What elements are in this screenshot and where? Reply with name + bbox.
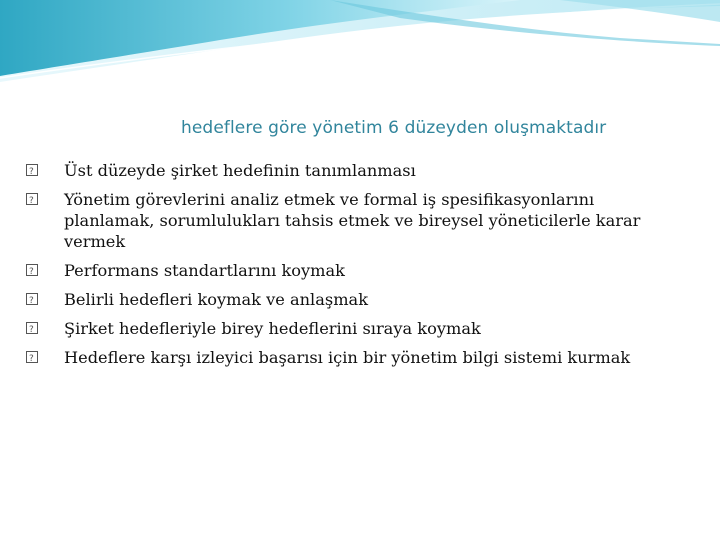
bullet-text: Hedeflere karşı izleyici başarısı için bir yönetim bilgi sistemi kurmak <box>64 348 631 367</box>
bullet-text: Üst düzeyde şirket hedefinin tanımlanması <box>64 161 416 180</box>
bullet-box-icon <box>26 293 38 305</box>
header-wave-decoration <box>0 0 720 90</box>
bullet-text: Şirket hedefleriyle birey hedeflerini sıraya koymak <box>64 319 481 338</box>
bullet-text: Belirli hedefleri koymak ve anlaşmak <box>64 290 368 309</box>
bullet-item <box>26 347 686 368</box>
bullet-box-icon <box>26 351 38 363</box>
bullet-text: Performans standartlarını koymak <box>64 261 345 280</box>
bullet-item <box>26 289 686 310</box>
bullet-list <box>26 160 686 376</box>
slide-subtitle: hedeflere göre yönetim 6 düzeyden oluşmaktadır <box>181 118 607 138</box>
bullet-item <box>26 260 686 281</box>
bullet-item <box>26 160 686 181</box>
bullet-box-icon <box>26 322 38 334</box>
bullet-item <box>26 189 686 252</box>
bullet-box-icon <box>26 193 38 205</box>
bullet-text: Yönetim görevlerini analiz etmek ve formal iş spesifikasyonlarını planlamak, sorumlulukları tahsis etmek ve bireysel yöneticilerle karar vermek <box>64 190 641 251</box>
bullet-box-icon <box>26 264 38 276</box>
bullet-item <box>26 318 686 339</box>
bullet-box-icon <box>26 164 38 176</box>
